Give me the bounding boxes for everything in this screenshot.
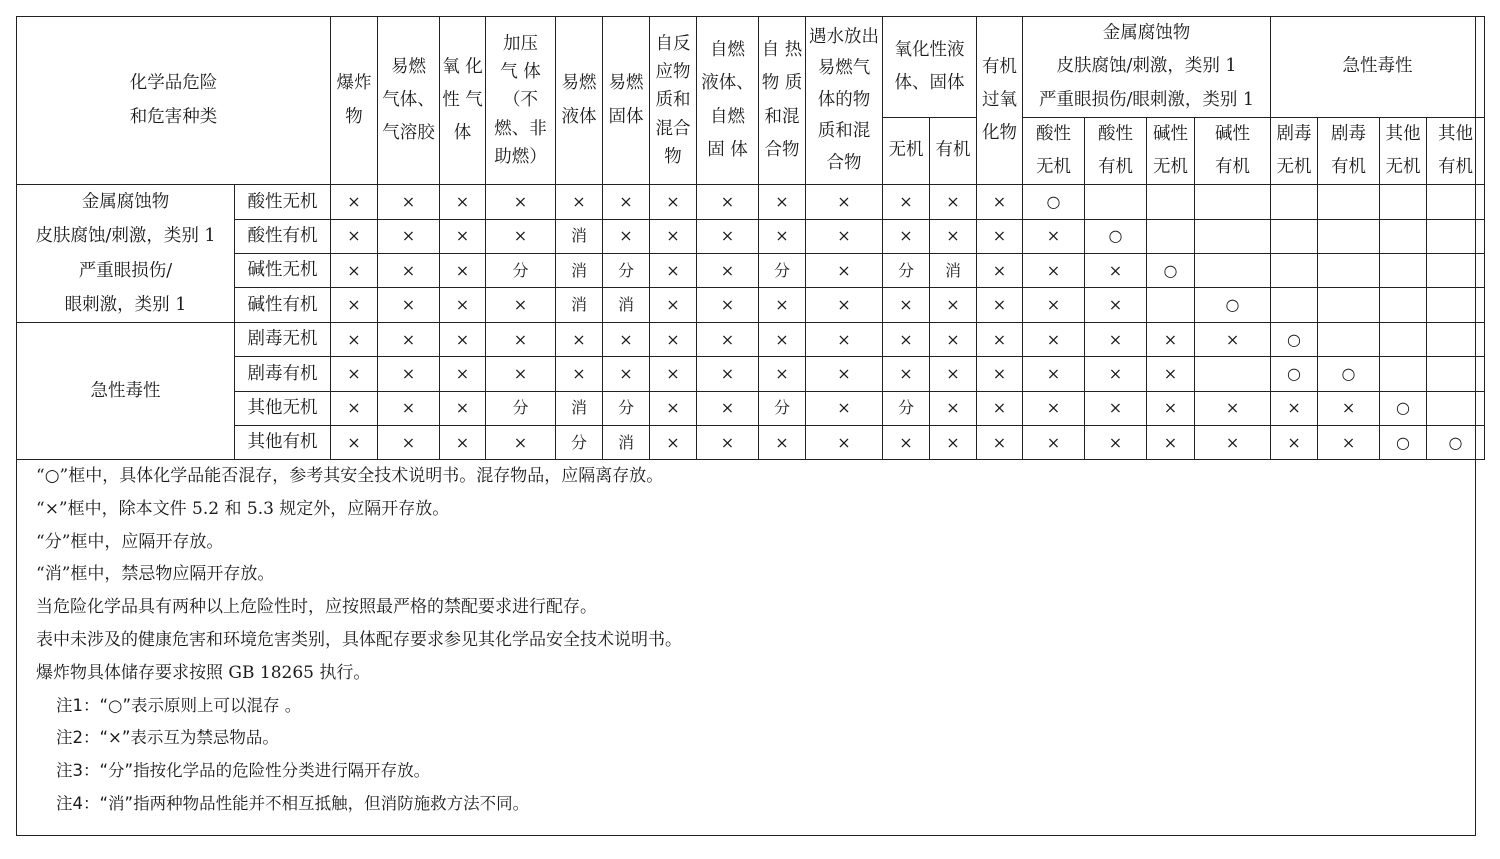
compat-cell: × xyxy=(930,288,977,322)
compat-cell: × xyxy=(603,357,650,391)
table-row xyxy=(17,254,1485,288)
compat-cell: 消 xyxy=(603,425,650,459)
compat-cell: × xyxy=(759,185,806,219)
compat-cell: 分 xyxy=(759,391,806,425)
compat-cell: × xyxy=(883,288,930,322)
compat-cell: × xyxy=(930,391,977,425)
compat-cell: × xyxy=(1085,254,1147,288)
compat-cell: × xyxy=(331,322,378,356)
row-label: 其他有机 xyxy=(235,425,331,459)
compat-cell: 分 xyxy=(486,391,556,425)
compat-cell xyxy=(1318,185,1380,219)
compat-cell: × xyxy=(603,219,650,253)
compat-cell xyxy=(1380,288,1427,322)
compat-cell: × xyxy=(378,219,440,253)
row-group-label: 金属腐蚀物 皮肤腐蚀/刺激，类别 1 严重眼损伤/ 眼刺激，类别 1 xyxy=(17,185,235,323)
compat-cell xyxy=(1271,219,1318,253)
compat-cell: × xyxy=(977,322,1023,356)
compat-cell: × xyxy=(1318,425,1380,459)
header-explosive: 爆炸 物 xyxy=(331,17,378,185)
row-label: 酸性无机 xyxy=(235,185,331,219)
compat-cell: × xyxy=(1023,391,1085,425)
compat-cell: × xyxy=(378,322,440,356)
header-sub-toxic-organic: 剧毒 有机 xyxy=(1318,117,1380,185)
header-oxidizing-inorganic: 无机 xyxy=(883,117,930,185)
compat-cell: × xyxy=(883,185,930,219)
compat-cell: ○ xyxy=(1318,357,1380,391)
compat-cell xyxy=(1380,254,1427,288)
compat-cell: × xyxy=(440,391,486,425)
compat-cell: × xyxy=(930,425,977,459)
compat-cell: × xyxy=(1147,425,1195,459)
footnote-line: 注2：“×”表示互为禁忌物品。 xyxy=(56,728,279,748)
compat-cell xyxy=(1195,219,1271,253)
compat-cell: × xyxy=(697,288,759,322)
compat-cell: × xyxy=(1271,391,1318,425)
compat-cell: × xyxy=(603,322,650,356)
compat-cell: × xyxy=(697,219,759,253)
compatibility-table xyxy=(16,16,1485,460)
header-sub-acid-organic: 酸性 有机 xyxy=(1085,117,1147,185)
compat-cell: × xyxy=(806,391,883,425)
footnote-line: 注3：“分”指按化学品的危险性分类进行隔开存放。 xyxy=(56,761,431,781)
note-line: “分”框中，应隔开存放。 xyxy=(36,531,224,552)
compat-cell: × xyxy=(331,219,378,253)
compat-cell: ○ xyxy=(1023,185,1085,219)
compat-cell: × xyxy=(440,185,486,219)
compat-cell: × xyxy=(930,322,977,356)
compat-cell: × xyxy=(697,322,759,356)
compat-cell: × xyxy=(806,254,883,288)
compat-cell: × xyxy=(806,425,883,459)
compat-cell: × xyxy=(556,322,603,356)
header-sub-other-organic: 其他 有机 xyxy=(1427,117,1485,185)
compat-cell: × xyxy=(977,254,1023,288)
compat-cell: × xyxy=(1318,391,1380,425)
compat-cell xyxy=(1318,254,1380,288)
compat-cell xyxy=(1085,185,1147,219)
compat-cell: × xyxy=(331,391,378,425)
compat-cell: × xyxy=(556,185,603,219)
header-corner: 化学品危险 和危害种类 xyxy=(17,17,331,185)
compat-cell: × xyxy=(331,425,378,459)
compat-cell xyxy=(1147,185,1195,219)
compat-cell: × xyxy=(806,322,883,356)
compat-cell: × xyxy=(697,185,759,219)
row-label: 酸性有机 xyxy=(235,219,331,253)
compat-cell: × xyxy=(697,425,759,459)
table-row xyxy=(17,357,1485,391)
compat-cell: × xyxy=(930,185,977,219)
table-row xyxy=(17,219,1485,253)
compat-cell: × xyxy=(697,254,759,288)
header-oxidizing-organic: 有机 xyxy=(930,117,977,185)
compat-cell xyxy=(1147,219,1195,253)
compat-cell xyxy=(1380,185,1427,219)
compat-cell: × xyxy=(1085,357,1147,391)
compat-cell: × xyxy=(759,357,806,391)
compat-cell: ○ xyxy=(1085,219,1147,253)
compat-cell: × xyxy=(1147,391,1195,425)
compat-cell: × xyxy=(331,254,378,288)
compat-cell: ○ xyxy=(1380,391,1427,425)
compat-cell xyxy=(1380,219,1427,253)
footnote-line: 注4：“消”指两种物品性能并不相互抵触，但消防施救方法不同。 xyxy=(56,793,530,813)
compat-cell: 分 xyxy=(883,254,930,288)
note-line: 表中未涉及的健康危害和环境危害类别，具体配存要求参见其化学品安全技术说明书。 xyxy=(36,629,682,650)
compat-cell: × xyxy=(378,357,440,391)
note-line: 爆炸物具体储存要求按照 GB 18265 执行。 xyxy=(36,662,371,683)
header-pyrophoric: 自燃 液体、 自燃 固 体 xyxy=(697,17,759,185)
compat-cell: 分 xyxy=(759,254,806,288)
compat-cell: × xyxy=(378,425,440,459)
compat-cell xyxy=(1271,185,1318,219)
compat-cell xyxy=(1318,322,1380,356)
compat-cell: × xyxy=(378,254,440,288)
compat-cell: × xyxy=(1147,322,1195,356)
compat-cell xyxy=(1195,254,1271,288)
compat-cell: 消 xyxy=(930,254,977,288)
compat-cell xyxy=(1195,185,1271,219)
header-toxic-group: 急性毒性 xyxy=(1271,17,1485,118)
compat-cell: × xyxy=(806,288,883,322)
compat-cell: × xyxy=(977,219,1023,253)
compat-cell: × xyxy=(1195,322,1271,356)
compat-cell: ○ xyxy=(1147,254,1195,288)
header-oxidizing-liquid-solid: 氧化性液 体、固体 xyxy=(883,17,977,118)
compat-cell: 消 xyxy=(556,288,603,322)
compat-cell: × xyxy=(759,425,806,459)
header-sub-other-inorganic: 其他 无机 xyxy=(1380,117,1427,185)
compat-cell: × xyxy=(440,254,486,288)
compat-cell: × xyxy=(759,322,806,356)
compat-cell xyxy=(1427,322,1485,356)
compat-cell: × xyxy=(486,425,556,459)
compat-cell: × xyxy=(650,391,697,425)
row-label: 剧毒有机 xyxy=(235,357,331,391)
compat-cell: × xyxy=(697,357,759,391)
compat-cell xyxy=(1318,219,1380,253)
row-group-label: 急性毒性 xyxy=(17,322,235,460)
compat-cell: × xyxy=(883,425,930,459)
header-sub-toxic-inorganic: 剧毒 无机 xyxy=(1271,117,1318,185)
compat-cell: × xyxy=(486,219,556,253)
table-row xyxy=(17,185,1485,219)
header-pressurized-gas: 加压 气 体 （不 燃、非 助燃） xyxy=(486,17,556,185)
compat-cell: × xyxy=(650,357,697,391)
compat-cell: ○ xyxy=(1195,288,1271,322)
compat-cell: 消 xyxy=(556,254,603,288)
compat-cell: ○ xyxy=(1427,425,1485,459)
compat-cell: 消 xyxy=(556,219,603,253)
compat-cell: × xyxy=(977,357,1023,391)
compat-cell: 分 xyxy=(883,391,930,425)
compat-cell xyxy=(1427,185,1485,219)
header-oxidizing-gas: 氧 化 性 气 体 xyxy=(440,17,486,185)
compat-cell: × xyxy=(556,357,603,391)
compat-cell: × xyxy=(1023,322,1085,356)
compat-cell: × xyxy=(378,185,440,219)
compat-cell: × xyxy=(650,322,697,356)
compat-cell xyxy=(1271,288,1318,322)
compat-cell: × xyxy=(1085,425,1147,459)
header-flammable-liquid: 易燃 液体 xyxy=(556,17,603,185)
compat-cell: × xyxy=(650,219,697,253)
compat-cell: × xyxy=(806,357,883,391)
compat-cell: × xyxy=(1147,357,1195,391)
compat-cell: ○ xyxy=(1380,425,1427,459)
compat-cell: 分 xyxy=(603,391,650,425)
compat-cell xyxy=(1195,357,1271,391)
compat-cell: × xyxy=(977,391,1023,425)
compat-cell: 分 xyxy=(486,254,556,288)
table-row xyxy=(17,288,1485,322)
compat-cell: × xyxy=(1085,322,1147,356)
note-line: “消”框中，禁忌物应隔开存放。 xyxy=(36,564,275,585)
compat-cell: × xyxy=(486,288,556,322)
header-self-reactive: 自反 应物 质和 混合 物 xyxy=(650,17,697,185)
compat-cell: × xyxy=(650,254,697,288)
compat-cell: 消 xyxy=(603,288,650,322)
compat-cell: × xyxy=(930,219,977,253)
compat-cell xyxy=(1380,322,1427,356)
compat-cell xyxy=(1271,254,1318,288)
compat-cell: × xyxy=(650,288,697,322)
compat-cell: × xyxy=(440,288,486,322)
compat-cell xyxy=(1380,357,1427,391)
compat-cell: × xyxy=(331,185,378,219)
header-water-reactive: 遇水放出 易燃气 体的物 质和混 合物 xyxy=(806,17,883,185)
header-self-heating: 自 热 物 质 和混 合物 xyxy=(759,17,806,185)
row-label: 剧毒无机 xyxy=(235,322,331,356)
header-sub-acid-inorganic: 酸性 无机 xyxy=(1023,117,1085,185)
compat-cell: × xyxy=(650,185,697,219)
compat-cell: × xyxy=(806,219,883,253)
notes-section xyxy=(36,460,1456,821)
row-label: 碱性无机 xyxy=(235,254,331,288)
compat-cell xyxy=(1427,391,1485,425)
table-row xyxy=(17,322,1485,356)
compat-cell: × xyxy=(331,288,378,322)
compat-cell: × xyxy=(759,219,806,253)
compat-cell: × xyxy=(977,288,1023,322)
compat-cell: × xyxy=(977,425,1023,459)
compat-cell: × xyxy=(1023,288,1085,322)
header-sub-base-organic: 碱性 有机 xyxy=(1195,117,1271,185)
note-line: 当危险化学品具有两种以上危险性时，应按照最严格的禁配要求进行配存。 xyxy=(36,597,597,618)
compat-cell: × xyxy=(486,322,556,356)
header-organic-peroxide: 有机 过氧 化物 xyxy=(977,17,1023,185)
header-flammable-gas: 易燃 气体、 气溶胶 xyxy=(378,17,440,185)
compat-cell: × xyxy=(440,219,486,253)
compat-cell: 消 xyxy=(556,391,603,425)
compat-cell xyxy=(1318,288,1380,322)
compat-cell: × xyxy=(486,185,556,219)
compat-cell: × xyxy=(977,185,1023,219)
compat-cell: ○ xyxy=(1271,357,1318,391)
compat-cell: × xyxy=(1195,391,1271,425)
compat-cell xyxy=(1427,219,1485,253)
compat-cell: × xyxy=(806,185,883,219)
note-line: “○”框中，具体化学品能否混存，参考其安全技术说明书。混存物品，应隔离存放。 xyxy=(36,466,664,486)
compat-cell: 分 xyxy=(556,425,603,459)
compat-cell: × xyxy=(650,425,697,459)
footnote-line: 注1：“○”表示原则上可以混存 。 xyxy=(56,695,302,715)
compat-cell: × xyxy=(930,357,977,391)
table-row xyxy=(17,425,1485,459)
compat-cell: × xyxy=(378,391,440,425)
row-label: 其他无机 xyxy=(235,391,331,425)
table-row xyxy=(17,391,1485,425)
compat-cell: × xyxy=(486,357,556,391)
compat-cell: × xyxy=(440,357,486,391)
compat-cell xyxy=(1427,254,1485,288)
row-label: 碱性有机 xyxy=(235,288,331,322)
compat-cell: × xyxy=(883,322,930,356)
compat-cell: × xyxy=(440,322,486,356)
compat-cell: × xyxy=(603,185,650,219)
compat-cell xyxy=(1427,288,1485,322)
compat-cell: × xyxy=(1085,391,1147,425)
compat-cell: × xyxy=(1085,288,1147,322)
compat-cell: × xyxy=(1023,219,1085,253)
compat-cell: × xyxy=(1023,425,1085,459)
compat-cell: × xyxy=(883,219,930,253)
compat-cell xyxy=(1427,357,1485,391)
compat-cell: × xyxy=(440,425,486,459)
header-flammable-solid: 易燃 固体 xyxy=(603,17,650,185)
compat-cell: × xyxy=(1195,425,1271,459)
compat-cell: × xyxy=(1023,254,1085,288)
compat-cell: × xyxy=(697,391,759,425)
compat-cell: × xyxy=(331,357,378,391)
compat-cell: × xyxy=(378,288,440,322)
compat-cell: × xyxy=(1023,357,1085,391)
compat-cell: ○ xyxy=(1271,322,1318,356)
compat-cell: × xyxy=(759,288,806,322)
compat-cell xyxy=(1147,288,1195,322)
header-corrosive-group: 金属腐蚀物 皮肤腐蚀/刺激，类别 1 严重眼损伤/眼刺激，类别 1 xyxy=(1023,17,1271,118)
note-line: “×”框中，除本文件 5.2 和 5.3 规定外，应隔开存放。 xyxy=(36,498,450,519)
compat-cell: × xyxy=(1271,425,1318,459)
header-sub-base-inorganic: 碱性 无机 xyxy=(1147,117,1195,185)
compat-cell: × xyxy=(883,357,930,391)
compat-cell: 分 xyxy=(603,254,650,288)
